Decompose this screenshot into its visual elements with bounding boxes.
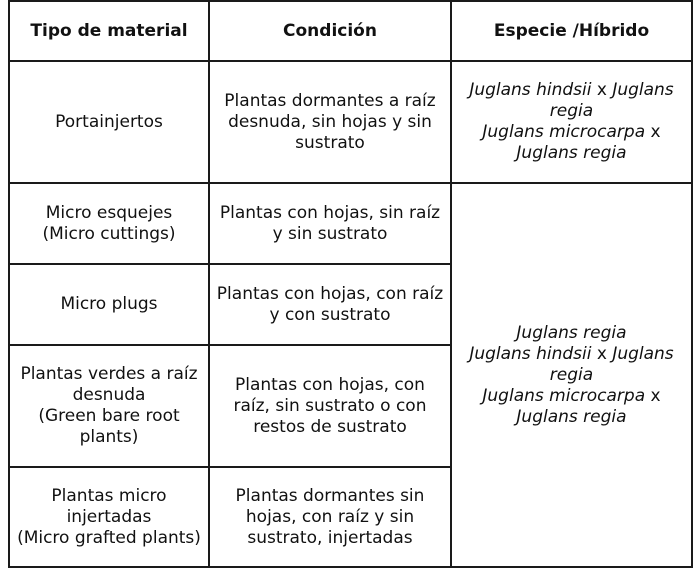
especie-line	[456, 344, 687, 365]
cell-line: hojas, con raíz y sin	[245, 506, 415, 527]
cell-line: Plantas micro	[51, 485, 167, 506]
table-row	[9, 61, 692, 183]
cell-material	[9, 61, 209, 183]
cell-line: (Micro cuttings)	[42, 223, 176, 244]
species-name: Juglans hindsii	[469, 80, 592, 100]
cell-line: (Green bare root	[38, 406, 180, 426]
cell-especie	[451, 61, 692, 183]
cell-line: y con sustrato	[269, 304, 391, 325]
cell-material	[9, 183, 209, 264]
cell-line: Micro plugs	[60, 294, 158, 314]
cell-line: Plantas con hojas, con raíz	[216, 283, 444, 304]
cell-line: desnuda, sin hojas y sin	[228, 111, 432, 132]
cell-line: injertadas	[66, 506, 152, 527]
cell-material	[9, 467, 209, 567]
hybrid-x: x	[591, 343, 613, 364]
cell-line: plants)	[79, 427, 139, 447]
cell-line: Plantas verdes a raíz	[20, 364, 198, 384]
cell-line: y sin sustrato	[272, 223, 388, 244]
especie-line	[456, 80, 687, 101]
especie-line	[456, 122, 687, 143]
cell-line: Plantas con hojas, con	[235, 374, 425, 395]
header-tipo-material: Tipo de material	[9, 1, 209, 61]
cell-line: sustrato	[295, 132, 365, 153]
cell-line: sustrato, injertadas	[247, 527, 413, 548]
header-especie: Especie /Híbrido	[451, 1, 692, 61]
table-row	[9, 183, 692, 264]
species-name: Juglans	[612, 80, 674, 100]
cell-line: Plantas dormantes sin	[235, 485, 425, 506]
species-name: Juglans regia	[516, 322, 627, 343]
species-name: Juglans hindsii	[469, 343, 592, 364]
header-condicion: Condición	[209, 1, 451, 61]
species-name: regia	[549, 364, 594, 385]
header-row	[9, 1, 692, 61]
species-name: Juglans microcarpa	[482, 122, 646, 142]
especie-line	[456, 386, 687, 407]
species-name: Juglans regia	[516, 406, 627, 427]
cell-line: desnuda	[72, 385, 146, 405]
cell-line: Plantas con hojas, sin raíz	[219, 202, 441, 223]
species-name: Juglans regia	[516, 143, 627, 163]
cell-material	[9, 345, 209, 467]
cell-condicion	[209, 467, 451, 567]
cell-line: Plantas dormantes a raíz	[224, 90, 436, 111]
cell-especie	[451, 183, 692, 567]
hybrid-x: x	[645, 385, 661, 406]
cell-condicion	[209, 345, 451, 467]
cell-condicion	[209, 264, 451, 345]
cell-material	[9, 264, 209, 345]
species-name: Juglans microcarpa	[482, 385, 646, 406]
cell-condicion	[209, 61, 451, 183]
cell-line: (Micro grafted plants)	[17, 527, 201, 548]
cell-line: restos de sustrato	[253, 416, 407, 437]
cell-line: Portainjertos	[55, 111, 163, 132]
hybrid-x: x	[591, 80, 613, 100]
hybrid-x: x	[645, 122, 661, 142]
species-name: Juglans	[612, 343, 674, 364]
material-table	[8, 0, 693, 568]
species-name: regia	[549, 101, 594, 121]
cell-condicion	[209, 183, 451, 264]
cell-line: Micro esquejes	[45, 202, 173, 223]
cell-line: raíz, sin sustrato o con	[233, 395, 427, 416]
